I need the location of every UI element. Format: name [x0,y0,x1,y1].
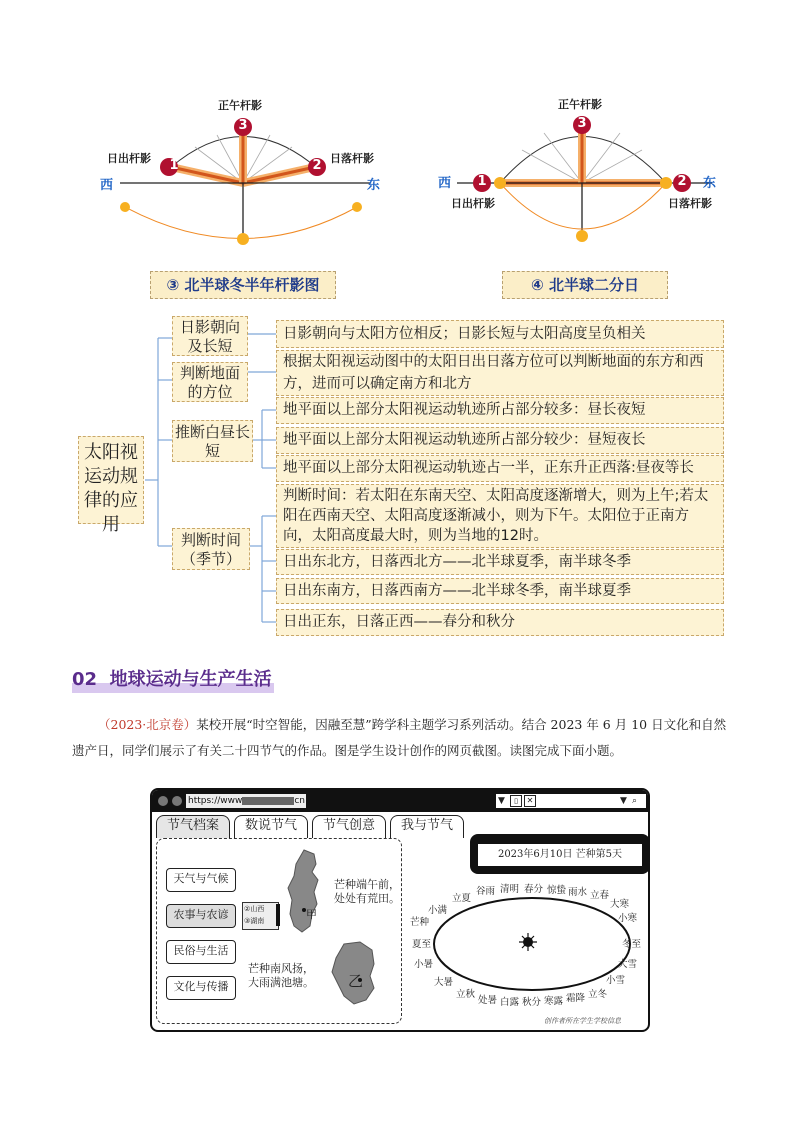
term-chunfen: 春分 [524,884,544,895]
term-xiaoxue: 小雪 [606,975,626,986]
proverb-2-line1: 芒种南风扬， [248,962,314,975]
question-source: （2023·北京卷） [98,717,197,732]
tab-archive[interactable]: 节气档案 [156,815,230,838]
term-bailu: 白露 [500,997,520,1008]
mindmap-leaf: 日出东南方，日落西南方——北半球冬季，南半球夏季 [276,578,724,604]
right-marker-2: 2 [677,174,687,189]
term-yushui: 雨水 [568,887,588,898]
mindmap-leaf: 地平面以上部分太阳视运动轨迹所占部分较多：昼长夜短 [276,397,724,424]
question-text: 某校开展“时空智能，因融至慧”跨学科主题学习系列活动。结合 2023 年 6 月 10 日文化和自然遗产日，同学们展示了有关二十四节气的作品。图是学生设计创作的网页截图。读图完成下面小题。 [72,717,727,758]
popup-shanxi[interactable]: ②山西 [244,905,265,913]
right-sunrise-label: 日出杆影 [451,197,495,210]
left-west-label: 西 [100,178,114,193]
address-bar[interactable] [186,794,306,808]
minimize-icon[interactable]: ▯ [510,795,522,807]
left-marker-3: 3 [238,118,248,133]
left-marker-1: 1 [169,158,179,173]
close-icon[interactable]: ✕ [524,795,536,807]
section-heading [72,665,272,691]
dropdown-icon[interactable]: ▼ [498,796,505,806]
back-icon[interactable] [158,796,168,806]
term-liqiu: 立秋 [456,989,476,1000]
section-title: 地球运动与生产生活 [109,669,272,690]
left-marker-2: 2 [312,158,322,173]
term-lichun: 立春 [590,890,610,901]
term-jingzhe: 惊蛰 [547,885,567,896]
proverb-1 [334,878,400,906]
proverb-2 [248,962,314,990]
marker-yi: 乙 [348,972,364,990]
term-dashu: 大暑 [434,977,454,988]
term-dongzhi: 冬至 [622,939,642,950]
term-qiufen: 秋分 [522,997,542,1008]
proverb-1-line1: 芒种端午前， [334,878,400,891]
term-xiazhi: 夏至 [412,939,432,950]
term-xiaohan: 小寒 [618,913,638,924]
proverb-2-line2: 大雨满池塘。 [248,976,314,989]
footer-credit: 创作者所在学生学校信息 [544,1017,621,1025]
farming-popup [242,902,279,930]
right-west-label: 西 [438,176,452,191]
right-marker-3: 3 [577,116,587,131]
left-caption: ③ 北半球冬半年杆影图 [150,271,336,299]
term-daxue: 大雪 [618,959,638,970]
term-hanlu: 寒露 [544,996,564,1007]
question-paragraph [72,712,732,764]
menu-culture[interactable]: 文化与传播 [166,976,236,1000]
term-shuangjiang: 霜降 [566,993,586,1004]
date-display: 2023年6月10日 芒种第5天 [478,844,642,866]
mindmap-leaf: 日出正东，日落正西——春分和秋分 [276,609,724,636]
term-mangzhong: 芒种 [410,917,430,928]
term-qingming: 清明 [500,884,520,895]
mindmap-category-shadow: 日影朝向及长短 [172,316,248,356]
tab-creative[interactable]: 节气创意 [312,815,386,838]
section-number: 02 [72,669,98,690]
menu-weather[interactable]: 天气与气候 [166,868,236,892]
term-xiaoman: 小满 [428,905,448,916]
term-guyu: 谷雨 [476,886,496,897]
term-dahan: 大寒 [610,899,630,910]
left-sunrise-label: 日出杆影 [107,152,151,165]
right-noon-label: 正午杆影 [558,98,602,111]
mindmap-category-time: 判断时间（季节） [172,528,250,570]
mindmap-leaf: 日出东北方，日落西北方——北半球夏季，南半球冬季 [276,549,724,575]
right-marker-1: 1 [477,174,487,189]
menu-farming[interactable]: 农事与农谚 [166,904,236,928]
shanxi-map [284,848,324,934]
mindmap-category-direction: 判断地面的方位 [172,362,248,402]
menu-dropdown-icon[interactable]: ▼ [620,796,627,806]
mindmap-leaf: 根据太阳视运动图中的太阳日出日落方位可以判断地面的东方和西方，进而可以确定南方和北方 [276,350,724,396]
search-icon[interactable]: ⌕ [632,796,638,806]
left-east-label: 东 [367,178,381,193]
address-suffix: cn [294,796,305,806]
left-noon-label: 正午杆影 [218,99,262,112]
mindmap-leaf: 地平面以上部分太阳视运动轨迹占一半，正东升正西落:昼夜等长 [276,455,724,482]
right-caption: ④ 北半球二分日 [502,271,668,299]
left-sunset-label: 日落杆影 [330,152,374,165]
tab-me[interactable]: 我与节气 [390,815,464,838]
marker-jia: 甲 [306,908,317,921]
popup-handle [276,904,280,926]
proverb-1-line2: 处处有荒田。 [334,892,400,905]
webpage-mockup [150,788,650,1032]
mindmap-root: 太阳视运动规律的应用 [78,436,144,524]
term-lidong: 立冬 [588,989,608,1000]
menu-folklore[interactable]: 民俗与生活 [166,940,236,964]
right-sunset-label: 日落杆影 [668,197,712,210]
right-east-label: 东 [703,176,717,191]
mindmap-category-daylength: 推断白昼长短 [172,420,253,462]
mindmap-leaf: 日影朝向与太阳方位相反；日影长短与太阳高度呈负相关 [276,320,724,348]
term-chushu: 处暑 [478,995,498,1006]
popup-hunan[interactable]: ③湖南 [244,917,265,925]
window-buttons [496,794,646,808]
mindmap-leaf: 判断时间：若太阳在东南天空、太阳高度逐渐增大，则为上午;若太阳在西南天空、太阳高度逐渐减小，则为下午。太阳位于正南方向，太阳高度最大时，则为当地的12时。 [276,484,724,548]
term-lixia: 立夏 [452,893,472,904]
mindmap-leaf: 地平面以上部分太阳视运动轨迹所占部分较少：昼短夜长 [276,427,724,454]
forward-icon[interactable] [172,796,182,806]
term-xiaoshu: 小暑 [414,959,434,970]
address-url: https://www [188,796,243,806]
tab-data[interactable]: 数说节气 [234,815,308,838]
